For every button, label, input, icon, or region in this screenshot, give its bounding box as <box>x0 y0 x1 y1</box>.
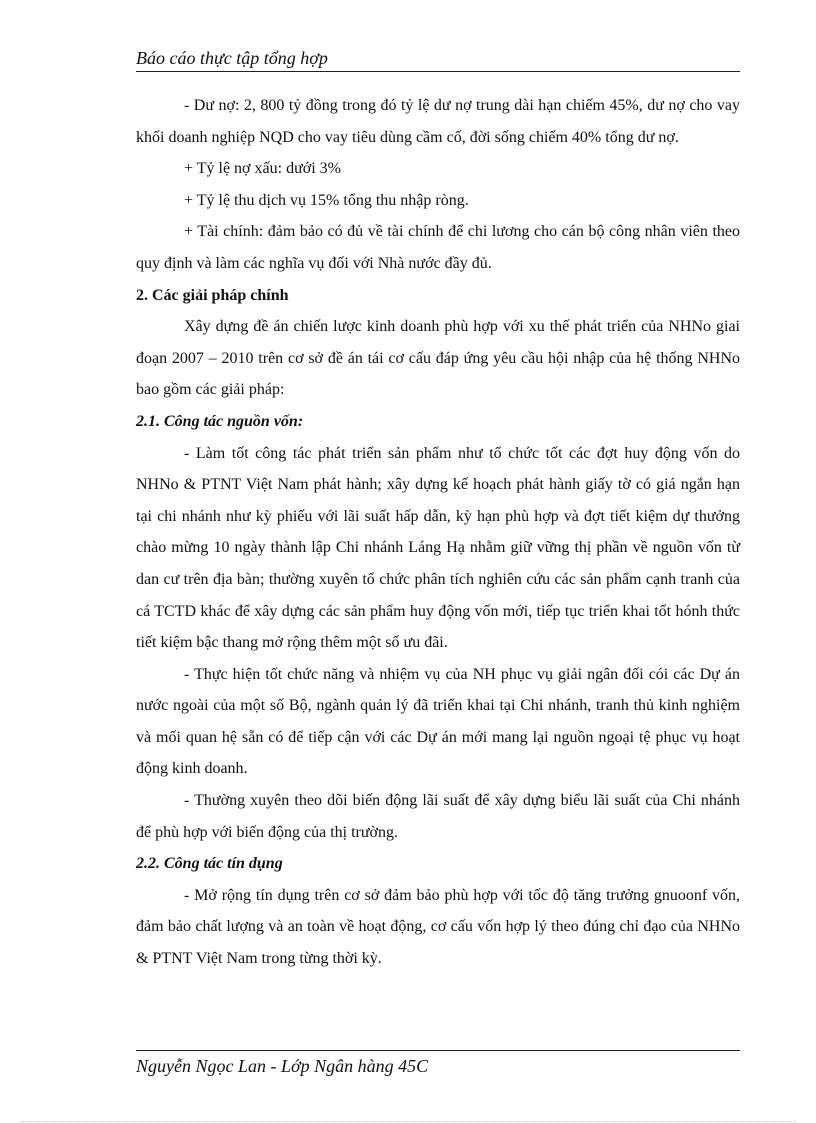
header-rule <box>136 71 740 72</box>
footer-rule <box>136 1050 740 1051</box>
paragraph-bad-debt-ratio: + Tỷ lệ nợ xấu: dưới 3% <box>184 160 341 178</box>
section-heading-solutions: 2. Các giải pháp chính <box>136 286 289 304</box>
paragraph-service-income: + Tỷ lệ thu dịch vụ 15% tổng thu nhập ròng. <box>184 191 469 209</box>
paragraph-capital-products: - Làm tốt công tác phát triển sản phẩm như tổ chức tốt các đợt huy động vốn do NHNo & PTNT Việt Nam phát hành; xây dựng kế hoạch phát hành giấy tờ có giá ngắn hạn tại chi nhánh như kỳ phiếu với lãi suất hấp dẫn, kỳ hạn phù hợp và đợt tiết kiệm dự thưởng chào mừng 10 ngày thành lập Chi nhánh Láng Hạ nhằm giữ vững thị phần về nguồn vốn từ dan cư trên địa bàn; thường xuyên tổ chức phân tích nghiên cứu các sản phẩm cạnh tranh của cá TCTD khác để xây dựng các sản phẩm huy động vốn mới, tiếp tục triển khai tốt hónh thức tiết kiệm bậc thang mở rộng thêm một số ưu đãi. <box>136 444 740 652</box>
subsection-heading-credit: 2.2. Công tác tín dụng <box>136 855 283 873</box>
page-footer: Nguyễn Ngọc Lan - Lớp Ngân hàng 45C <box>136 1056 429 1076</box>
subsection-heading-capital: 2.1. Công tác nguồn vốn: <box>136 412 304 430</box>
paragraph-disbursement: - Thực hiện tốt chức năng và nhiệm vụ của NH phục vụ giải ngân đối cói các Dự án nước ngoài của một số Bộ, ngành quản lý đã triển khai tại Chi nhánh, tranh thủ kinh nghiệm và mối quan hệ sẵn có để tiếp cận với các Dự án mới mang lại nguồn ngoại tệ phục vụ hoạt động kinh doanh. <box>136 665 740 778</box>
paragraph-strategy: Xây dựng đề án chiến lược kinh doanh phù hợp với xu thế phát triển của NHNo giai đoạn 2007 – 2010 trên cơ sở đề án tái cơ cấu đáp ứng yêu cầu hội nhập của hệ thống NHNo bao gồm các giải pháp: <box>136 318 740 399</box>
page-header: Báo cáo thực tập tổng hợp <box>136 48 328 68</box>
paragraph-credit-expansion: - Mở rộng tín dụng trên cơ sở đảm bảo phù hợp với tốc độ tăng trưởng gnuoonf vốn, đảm bảo chất lượng và an toàn về hoạt động, cơ cấu vốn hợp lý theo đúng chỉ đạo của NHNo & PTNT Việt Nam trong từng thời kỳ. <box>136 886 740 968</box>
page-bottom-dotted-line <box>20 1121 796 1122</box>
paragraph-interest-rates: - Thường xuyên theo dõi biến động lãi suất để xây dựng biểu lãi suất của Chi nhánh để phù hợp với biến động của thị trường. <box>136 792 740 841</box>
paragraph-finance: + Tài chính: đảm bảo có đủ về tài chính để chi lương cho cán bộ công nhân viên theo quy định và làm các nghĩa vụ đối với Nhà nước đầy đủ. <box>136 223 740 272</box>
document-body <box>136 90 740 975</box>
paragraph-outstanding-loans: - Dư nợ: 2, 800 tỷ đồng trong đó tỷ lệ dư nợ trung dài hạn chiếm 45%, dư nợ cho vay khối doanh nghiệp NQD cho vay tiêu dùng cầm cố, đời sống chiếm 40% tổng dư nợ. <box>136 97 740 146</box>
